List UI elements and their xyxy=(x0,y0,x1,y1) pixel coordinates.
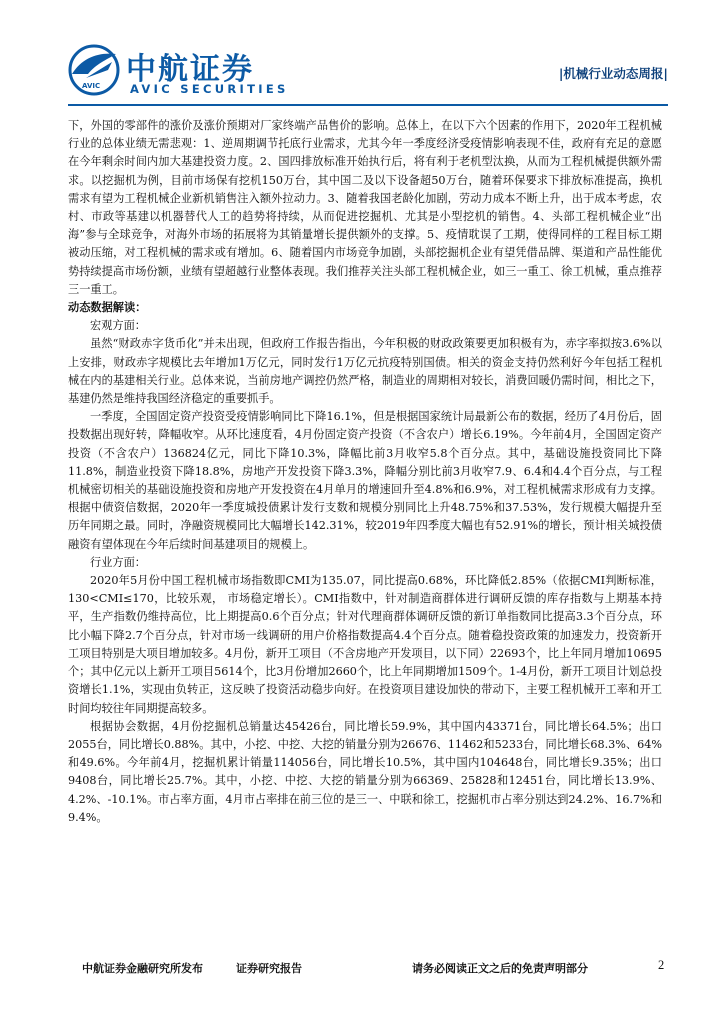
footer-report-type: 证券研究报告 xyxy=(236,962,302,975)
footer-disclaimer-notice: 请务必阅读正文之后的免责声明部分 xyxy=(412,962,588,975)
report-category-tag: |机械行业动态周报| xyxy=(558,66,668,81)
logo-en-text: AVIC SECURITIES xyxy=(130,82,289,96)
paragraph-fiscal: 虽然“财政赤字货币化”并未出现，但政府工作报告指出，今年积极的财政政策要更加积极有为，赤字率拟按3.6%以上安排，财政赤字规模比去年增加1万亿元，同时发行1万亿元抗疫特别国债。相关的资金支持仍然利好今年包括工程机械在内的基建相关行业。总体来说，当前房地产调控仍然严格，制造业的周期相对较长，消费回暖仍需时间，相比之下，基建仍然是维持我国经济稳定的重要抓手。 xyxy=(68,337,662,406)
subheading-industry: 行业方面： xyxy=(90,555,146,569)
footer-institute: 中航证券金融研究所发布 xyxy=(82,962,203,975)
svg-text:AVIC: AVIC xyxy=(82,82,101,90)
paragraph-excavator-sales: 根据协会数据，4月份挖掘机总销量达45426台，同比增长59.9%，其中国内43371台，同比增长64.5%；出口2055台，同比增长0.88%。其中，小挖、中挖、大挖的销量分别为26676、11462和5233台，同比增长68.3%、64%和49.6%。今年前4月，挖掘机累计销量114056台，同比增长10.5%，其中国内104648台，同比增长9.35%；出口9408台，同比增长25.7%。其中，小挖、中挖、大挖的销量分别为66369、25828和12451台，同比增长13.9%、4.2%、-10.1%。市占率方面，4月市占率排在前三位的是三一、中联和徐工，挖掘机市占率分别达到24.2%、16.7%和9.4%。 xyxy=(68,719,662,824)
paragraph-outlook: 下，外国的零部件的涨价及涨价预期对厂家终端产品售价的影响。总体上，在以下六个因素的作用下，2020年工程机械行业的总体业绩无需悲观：1、逆周期调节托底行业需求，尤其今年一季度经济受疫情影响表现不佳，政府有充足的意愿在今年剩余时间内加大基建投资力度。2、国四排放标准开始执行后，将有利于老机型汰换，从而为工程机械提供额外需求。以挖掘机为例，目前市场保有挖机150万台，其中国二及以下设备超50万台，随着环保要求下排放标准提高，换机需求有望为工程机械企业新机销售注入额外拉动力。3、随着我国老龄化加剧，劳动力成本不断上升，出于成本考虑，农村、市政等基建以机器替代人工的趋势将持续，从而促进挖掘机、尤其是小型挖机的销售。4、头部工程机械企业“出海”参与全球竞争，对海外市场的拓展将为其销量增长提供额外的支撑。5、疫情耽误了工期，使得同样的工程目标工期被动压缩，对工程机械的需求或有增加。6、随着国内市场竞争加剧，头部挖掘机企业有望凭借品牌、渠道和产品性能优势持续提高市场份额，业绩有望超越行业整体表现。我们推荐关注头部工程机械企业，如三一重工、徐工机械，重点推荐三一重工。 xyxy=(68,119,662,296)
page-number: 2 xyxy=(658,958,665,972)
paragraph-cmi: 2020年5月份中国工程机械市场指数即CMI为135.07，同比提高0.68%，环比降低2.85%（依据CMI判断标准，130<CMI≤170，比较乐观， 市场稳定增长）。CMI指数中，针对制造商群体进行调研反馈的库存指数与上期基本持平，生产指数仍维持高位，比上期提高0.6个百分点；针对代理商群体调研反馈的新订单指数同比提高3.3个百分点，环比小幅下降2.7个百分点，针对市场一线调研的用户价格指数提高4.4个百分点。随着稳投资政策的加速发力，投资新开工项目特别是大项目增加较多。4月份，新开工项目（不含房地产开发项目，以下同）22693个，比上年同月增加10695个；其中亿元以上新开工项目5614个，比3月份增加2660个，比上年同期增加1509个。1-4月份，新开工项目计划总投资增长1.1%，实现由负转正，这反映了投资活动稳步向好。在投资项目建设加快的带动下，主要工程机械开工率和开工时间均较往年同期提高较多。 xyxy=(68,574,662,715)
logo-cn-text: 中航证券 xyxy=(126,52,254,87)
section-heading: 动态数据解读： xyxy=(68,301,147,315)
paragraph-fixed-investment: 一季度，全国固定资产投资受疫情影响同比下降16.1%，但是根据国家统计局最新公布的数据，经历了4月份后，固投数据出现好转，降幅收窄。从环比速度看，4月份固定资产投资（不含农户）增长6.19%。今年前4月，全国固定资产投资（不含农户）136824亿元，同比下降10.3%，降幅比前3月收窄5.8个百分点。其中，基础设施投资同比下降11.8%，制造业投资下降18.8%，房地产开发投资下降3.3%，降幅分别比前3月收窄7.9、6.4和4.4个百分点，与工程机械密切相关的基础设施投资和房地产开发投资在4月单月的增速回升至4.8%和6.9%，对工程机械需求形成有力支撑。根据中债资信数据，2020年一季度城投债累计发行支数和规模分别同比上升48.75%和37.53%，发行规模大幅提升至历年同期之最。同时，净融资规模同比大幅增长142.31%，较2019年四季度大幅也有52.91%的增长，预计相关城投债融资有望体现在今年后续时间基建项目的规模上。 xyxy=(68,410,662,551)
header-divider xyxy=(68,104,668,106)
page-header xyxy=(68,40,668,102)
page-footer xyxy=(82,960,676,980)
subheading-macro: 宏观方面： xyxy=(90,319,146,333)
report-body xyxy=(68,117,662,827)
avic-logo-icon xyxy=(68,44,120,96)
